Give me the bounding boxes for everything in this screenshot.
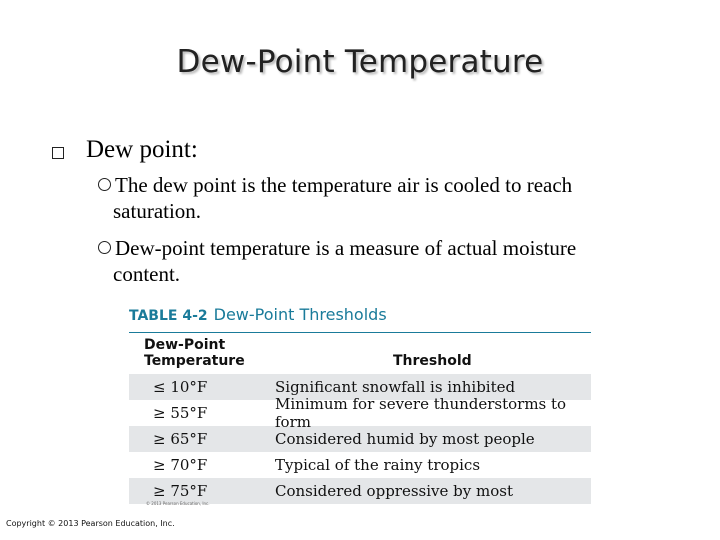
- table-row: [129, 395, 591, 431]
- table-row: [129, 452, 591, 478]
- table-caption: [129, 305, 387, 324]
- sub-bullet-2-line1: Dew-point temperature is a measure of actual moisture: [115, 236, 577, 260]
- row-temperature: ≥ 70°F: [153, 456, 208, 474]
- table-body: [129, 374, 591, 504]
- sub-bullet-2: [98, 235, 658, 287]
- column-header-temperature: [144, 337, 245, 369]
- sub-bullet-1: [98, 172, 658, 224]
- table-number: TABLE 4-2: [129, 308, 208, 324]
- row-threshold: Typical of the rainy tropics: [275, 456, 481, 474]
- row-temperature: ≥ 55°F: [153, 404, 208, 422]
- row-threshold: Considered oppressive by most: [275, 482, 513, 500]
- column-header-temperature-line1: Dew-Point: [144, 337, 226, 353]
- main-bullet-text: Dew point:: [86, 136, 198, 163]
- row-threshold: Significant snowfall is inhibited: [275, 378, 516, 396]
- main-bullet: [52, 136, 692, 164]
- table-row: [129, 426, 591, 452]
- circle-bullet-icon: [98, 178, 111, 191]
- sub-bullet-1-line2: saturation.: [113, 199, 202, 223]
- square-bullet-icon: [52, 147, 64, 159]
- column-header-threshold: Threshold: [393, 353, 472, 369]
- column-header-temperature-line2: Temperature: [144, 353, 245, 369]
- circle-bullet-icon: [98, 241, 111, 254]
- dew-point-table: [127, 305, 592, 512]
- row-temperature: ≥ 75°F: [153, 482, 208, 500]
- copyright-notice: Copyright © 2013 Pearson Education, Inc.: [6, 519, 175, 528]
- row-temperature: ≥ 65°F: [153, 430, 208, 448]
- slide-title: Dew-Point Temperature: [176, 44, 544, 80]
- sub-bullet-1-line1: The dew point is the temperature air is cooled to reach: [115, 173, 573, 197]
- row-threshold: Considered humid by most people: [275, 430, 535, 448]
- row-temperature: ≤ 10°F: [153, 378, 208, 396]
- sub-bullet-2-line2: content.: [113, 262, 181, 286]
- row-threshold: Minimum for severe thunderstorms to form: [275, 395, 567, 431]
- table-title: Dew-Point Thresholds: [213, 305, 387, 324]
- table-header-rule: [129, 332, 591, 333]
- table-credit: © 2013 Pearson Education, Inc.: [146, 501, 210, 506]
